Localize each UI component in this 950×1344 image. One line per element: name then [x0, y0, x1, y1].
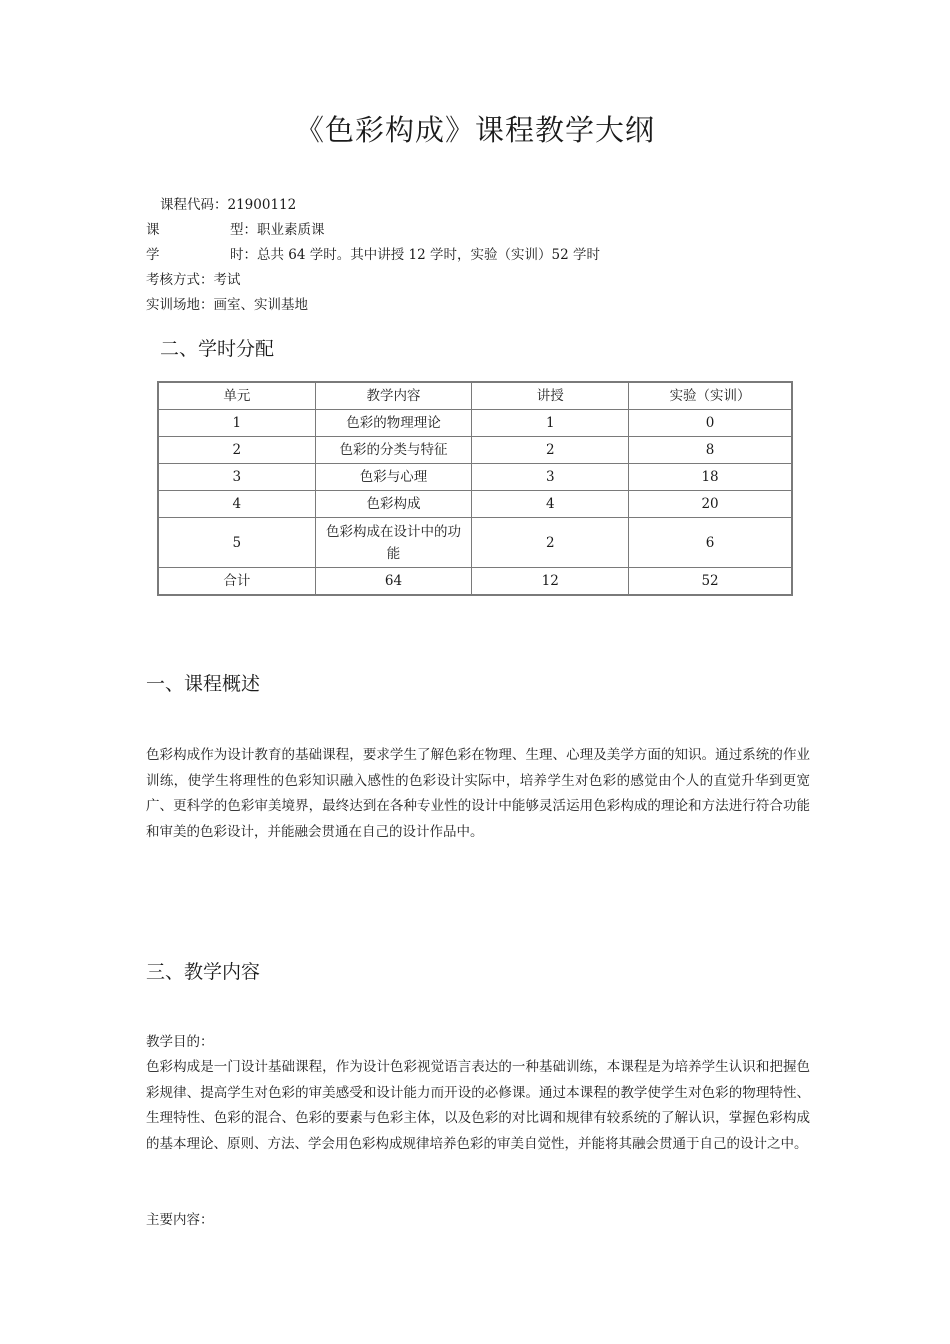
- table-cell-lecture: 3: [472, 464, 629, 491]
- section-hours-allocation-heading: 二、学时分配: [160, 338, 275, 360]
- table-cell-practice: 20: [629, 491, 792, 518]
- table-cell-lecture: 1: [472, 410, 629, 437]
- table-row: [158, 491, 792, 518]
- course-hours-label-char2: 时：: [230, 247, 257, 263]
- course-hours-label-char1: 学: [146, 247, 160, 263]
- table-cell-lecture: 2: [472, 518, 629, 568]
- main-content-label: 主要内容：: [146, 1212, 214, 1228]
- header-cell-practice: 实验（实训）: [629, 382, 792, 410]
- teaching-goal-paragraph: 色彩构成是一门设计基础课程，作为设计色彩视觉语言表达的一种基础训练，本课程是为培养学生认识和把握色彩规律、提高学生对色彩的审美感受和设计能力而开设的必修课。通过本课程的教学使学生对色彩的物理特性、生理特性、色彩的混合、色彩的要素与色彩主体，以及色彩的对比调和规律有较系统的了解认识，掌握色彩构成的基本理论、原则、方法、学会用色彩构成规律培养色彩的审美自觉性，并能将其融会贯通于自己的设计之中。: [146, 1059, 810, 1153]
- table-row: [158, 518, 792, 568]
- header-cell-lecture: 讲授: [472, 382, 629, 410]
- table-cell-content: 色彩的分类与特征: [315, 437, 472, 464]
- table-cell-unit: 5: [158, 518, 315, 568]
- course-code-label: 课程代码：: [160, 197, 228, 213]
- total-cell-practice: 52: [629, 568, 792, 596]
- table-row: [158, 464, 792, 491]
- exam-method-value: 考试: [213, 272, 241, 288]
- section-overview-heading: 一、课程概述: [146, 673, 261, 695]
- table-cell-practice: 8: [629, 437, 792, 464]
- table-cell-unit: 1: [158, 410, 315, 437]
- course-hours-line: [146, 243, 600, 263]
- table-cell-practice: 18: [629, 464, 792, 491]
- table-cell-content: 色彩构成在设计中的功能: [315, 518, 472, 568]
- section-teaching-content-heading: 三、教学内容: [146, 961, 261, 983]
- table-cell-content: 色彩与心理: [315, 464, 472, 491]
- table-cell-unit: 4: [158, 491, 315, 518]
- header-cell-content: 教学内容: [315, 382, 472, 410]
- training-venue-label: 实训场地：: [146, 297, 214, 313]
- table-cell-content: 色彩构成: [315, 491, 472, 518]
- table-row: [158, 410, 792, 437]
- training-venue-line: [146, 293, 308, 313]
- course-code-value: 21900112: [227, 197, 297, 213]
- total-cell-label: 合计: [158, 568, 315, 596]
- course-hours-value: 总共 64 学时。其中讲授 12 学时，实验（实训）52 学时: [257, 247, 600, 263]
- table-total-row: [158, 568, 792, 596]
- course-type-line: [146, 218, 325, 238]
- training-venue-value: 画室、实训基地: [213, 297, 308, 313]
- table-cell-practice: 6: [629, 518, 792, 568]
- total-cell-lecture: 12: [472, 568, 629, 596]
- table-cell-practice: 0: [629, 410, 792, 437]
- overview-paragraph: 色彩构成作为设计教育的基础课程，要求学生了解色彩在物理、生理、心理及美学方面的知识。通过系统的作业训练，使学生将理性的色彩知识融入感性的色彩设计实际中，培养学生对色彩的感觉由个人的直觉升华到更宽广、更科学的色彩审美境界，最终达到在各种专业性的设计中能够灵活运用色彩构成的理论和方法进行符合功能和审美的色彩设计，并能融会贯通在自己的设计作品中。: [146, 747, 810, 841]
- table-cell-lecture: 2: [472, 437, 629, 464]
- header-cell-unit: 单元: [158, 382, 315, 410]
- table-header-row: [158, 382, 792, 410]
- table-row: [158, 437, 792, 464]
- course-type-value: 职业素质课: [257, 222, 325, 238]
- table-cell-unit: 3: [158, 464, 315, 491]
- teaching-goal-label: 教学目的：: [146, 1034, 214, 1050]
- table-cell-content: 色彩的物理理论: [315, 410, 472, 437]
- table-cell-lecture: 4: [472, 491, 629, 518]
- table-cell-unit: 2: [158, 437, 315, 464]
- exam-method-label: 考核方式：: [146, 272, 214, 288]
- course-type-label-char2: 型：: [230, 222, 257, 238]
- hours-allocation-table: [157, 381, 793, 596]
- course-type-label-char1: 课: [146, 222, 160, 238]
- document-title: 《色彩构成》课程教学大纲: [294, 113, 655, 147]
- total-cell-content: 64: [315, 568, 472, 596]
- course-code-line: [160, 193, 296, 213]
- exam-method-line: [146, 268, 241, 288]
